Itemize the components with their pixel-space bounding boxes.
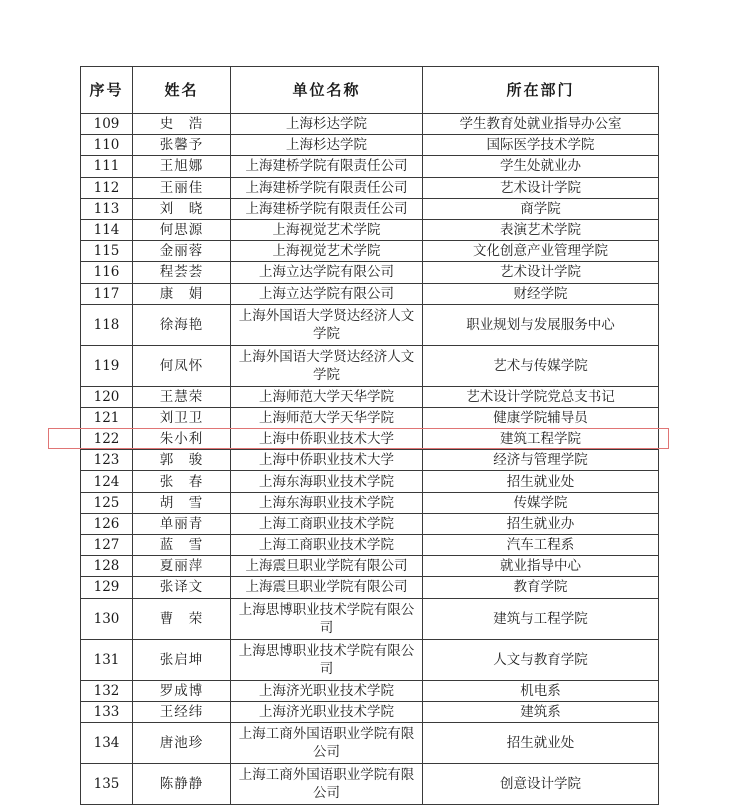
unit-name: 上海东海职业技术学院	[231, 492, 423, 513]
table-row	[81, 556, 659, 577]
person-name: 张 春	[133, 471, 231, 492]
unit-name: 上海工商外国语职业学院有限公司	[231, 763, 423, 804]
row-number: 119	[81, 345, 133, 386]
department: 招生就业办	[423, 513, 659, 534]
row-number: 112	[81, 177, 133, 198]
unit-name: 上海建桥学院有限责任公司	[231, 198, 423, 219]
person-name: 何凤怀	[133, 345, 231, 386]
unit-name: 上海震旦职业学院有限公司	[231, 577, 423, 598]
row-number: 120	[81, 386, 133, 407]
table-row	[81, 156, 659, 177]
table-row	[81, 535, 659, 556]
row-number: 117	[81, 283, 133, 304]
department: 建筑工程学院	[423, 429, 659, 450]
row-number: 111	[81, 156, 133, 177]
table-body	[81, 114, 659, 805]
table-row	[81, 241, 659, 262]
person-name: 刘卫卫	[133, 407, 231, 428]
person-name: 金丽蓉	[133, 241, 231, 262]
unit-name: 上海建桥学院有限责任公司	[231, 156, 423, 177]
person-name: 朱小利	[133, 429, 231, 450]
department: 招生就业处	[423, 471, 659, 492]
unit-name: 上海工商外国语职业学院有限公司	[231, 722, 423, 763]
person-name: 张译文	[133, 577, 231, 598]
table-row	[81, 429, 659, 450]
header-unit: 单位名称	[231, 67, 423, 114]
unit-name: 上海工商职业技术学院	[231, 535, 423, 556]
department: 建筑系	[423, 701, 659, 722]
person-name: 王慧荣	[133, 386, 231, 407]
table-row	[81, 262, 659, 283]
unit-name: 上海工商职业技术学院	[231, 513, 423, 534]
person-name: 单丽青	[133, 513, 231, 534]
unit-name: 上海杉达学院	[231, 114, 423, 135]
row-number: 128	[81, 556, 133, 577]
row-number: 118	[81, 304, 133, 345]
row-number: 122	[81, 429, 133, 450]
department: 财经学院	[423, 283, 659, 304]
table-row	[81, 492, 659, 513]
table-row	[81, 471, 659, 492]
department: 艺术设计学院	[423, 177, 659, 198]
person-name: 罗成博	[133, 680, 231, 701]
header-name: 姓名	[133, 67, 231, 114]
table-row	[81, 114, 659, 135]
row-number: 130	[81, 598, 133, 639]
department: 创意设计学院	[423, 763, 659, 804]
unit-name: 上海东海职业技术学院	[231, 471, 423, 492]
person-name: 程荟荟	[133, 262, 231, 283]
unit-name: 上海视觉艺术学院	[231, 241, 423, 262]
row-number: 129	[81, 577, 133, 598]
row-number: 126	[81, 513, 133, 534]
department: 人文与教育学院	[423, 639, 659, 680]
table-row	[81, 198, 659, 219]
table-row	[81, 680, 659, 701]
row-number: 116	[81, 262, 133, 283]
department: 艺术设计学院党总支书记	[423, 386, 659, 407]
unit-name: 上海视觉艺术学院	[231, 219, 423, 240]
unit-name: 上海中侨职业技术大学	[231, 450, 423, 471]
department: 健康学院辅导员	[423, 407, 659, 428]
unit-name: 上海立达学院有限公司	[231, 262, 423, 283]
person-name: 康 娟	[133, 283, 231, 304]
department: 就业指导中心	[423, 556, 659, 577]
row-number: 124	[81, 471, 133, 492]
row-number: 115	[81, 241, 133, 262]
person-name: 胡 雪	[133, 492, 231, 513]
department: 建筑与工程学院	[423, 598, 659, 639]
department: 艺术与传媒学院	[423, 345, 659, 386]
header-dept: 所在部门	[423, 67, 659, 114]
table-row	[81, 386, 659, 407]
person-name: 唐池珍	[133, 722, 231, 763]
table-row	[81, 513, 659, 534]
department: 国际医学技术学院	[423, 135, 659, 156]
table-row	[81, 763, 659, 804]
person-name: 王旭娜	[133, 156, 231, 177]
table-row	[81, 135, 659, 156]
table-row	[81, 577, 659, 598]
department: 招生就业处	[423, 722, 659, 763]
unit-name: 上海济光职业技术学院	[231, 701, 423, 722]
unit-name: 上海中侨职业技术大学	[231, 429, 423, 450]
row-number: 114	[81, 219, 133, 240]
unit-name: 上海师范大学天华学院	[231, 407, 423, 428]
row-number: 127	[81, 535, 133, 556]
person-name: 刘 晓	[133, 198, 231, 219]
header-row	[81, 67, 659, 114]
unit-name: 上海思博职业技术学院有限公司	[231, 639, 423, 680]
person-name: 曹 荣	[133, 598, 231, 639]
table-row	[81, 177, 659, 198]
department: 表演艺术学院	[423, 219, 659, 240]
department: 经济与管理学院	[423, 450, 659, 471]
table-row	[81, 304, 659, 345]
person-name: 郭 骏	[133, 450, 231, 471]
unit-name: 上海外国语大学贤达经济人文学院	[231, 345, 423, 386]
row-number: 123	[81, 450, 133, 471]
person-name: 何思源	[133, 219, 231, 240]
table-row	[81, 407, 659, 428]
unit-name: 上海思博职业技术学院有限公司	[231, 598, 423, 639]
header-no: 序号	[81, 67, 133, 114]
staff-table	[80, 66, 659, 805]
department: 学生教育处就业指导办公室	[423, 114, 659, 135]
person-name: 夏丽萍	[133, 556, 231, 577]
table-row	[81, 219, 659, 240]
unit-name: 上海杉达学院	[231, 135, 423, 156]
department: 职业规划与发展服务中心	[423, 304, 659, 345]
person-name: 徐海艳	[133, 304, 231, 345]
row-number: 110	[81, 135, 133, 156]
row-number: 133	[81, 701, 133, 722]
row-number: 135	[81, 763, 133, 804]
person-name: 蓝 雪	[133, 535, 231, 556]
row-number: 121	[81, 407, 133, 428]
person-name: 张启坤	[133, 639, 231, 680]
table-row	[81, 598, 659, 639]
department: 传媒学院	[423, 492, 659, 513]
unit-name: 上海济光职业技术学院	[231, 680, 423, 701]
department: 文化创意产业管理学院	[423, 241, 659, 262]
row-number: 132	[81, 680, 133, 701]
table-row	[81, 450, 659, 471]
row-number: 134	[81, 722, 133, 763]
department: 商学院	[423, 198, 659, 219]
row-number: 131	[81, 639, 133, 680]
department: 教育学院	[423, 577, 659, 598]
department: 机电系	[423, 680, 659, 701]
row-number: 113	[81, 198, 133, 219]
person-name: 王经纬	[133, 701, 231, 722]
department: 艺术设计学院	[423, 262, 659, 283]
table-row	[81, 345, 659, 386]
table-row	[81, 722, 659, 763]
person-name: 张馨予	[133, 135, 231, 156]
table-row	[81, 639, 659, 680]
unit-name: 上海师范大学天华学院	[231, 386, 423, 407]
person-name: 陈静静	[133, 763, 231, 804]
table-row	[81, 283, 659, 304]
unit-name: 上海建桥学院有限责任公司	[231, 177, 423, 198]
department: 学生处就业办	[423, 156, 659, 177]
person-name: 王丽佳	[133, 177, 231, 198]
unit-name: 上海立达学院有限公司	[231, 283, 423, 304]
row-number: 109	[81, 114, 133, 135]
person-name: 史 浩	[133, 114, 231, 135]
department: 汽车工程系	[423, 535, 659, 556]
row-number: 125	[81, 492, 133, 513]
unit-name: 上海震旦职业学院有限公司	[231, 556, 423, 577]
unit-name: 上海外国语大学贤达经济人文学院	[231, 304, 423, 345]
table-row	[81, 701, 659, 722]
